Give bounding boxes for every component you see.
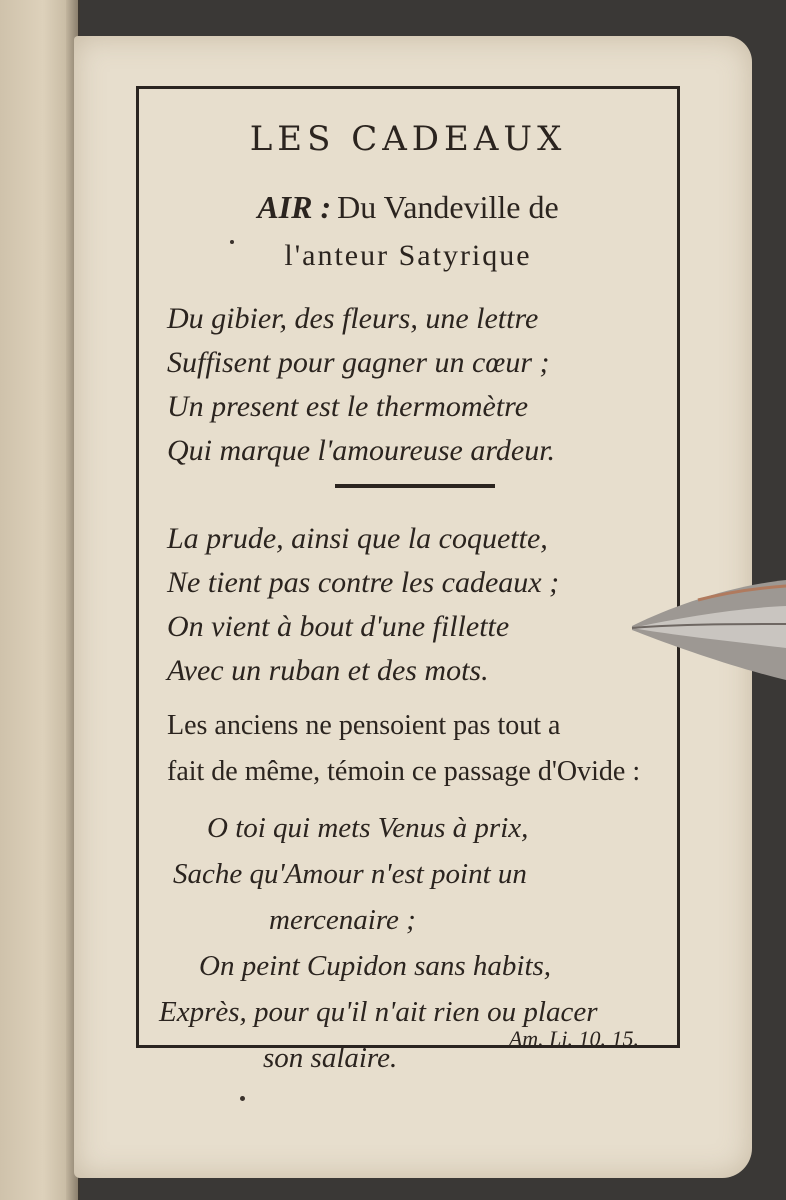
prose-paragraph xyxy=(167,703,667,795)
verse-1 xyxy=(167,297,661,473)
verse-line: La prude, ainsi que la coquette, xyxy=(167,522,548,555)
air-label: AIR : xyxy=(257,189,332,225)
quote-line: Sache qu'Amour n'est point un xyxy=(173,858,527,890)
citation: Am. Li. 10. 15. xyxy=(508,1026,639,1051)
verse-line: Avec un ruban et des mots. xyxy=(167,654,489,687)
quote-line: mercenaire ; xyxy=(269,904,416,936)
page-title: LES CADEAUX xyxy=(249,119,567,159)
air-line xyxy=(139,189,677,226)
verse-line: Qui marque l'amoureuse ardeur. xyxy=(167,434,556,467)
section-divider xyxy=(335,484,495,488)
air-text: Du Vandeville de xyxy=(337,189,559,225)
verse-line: Du gibier, des fleurs, une lettre xyxy=(167,302,539,335)
quote-line: O toi qui mets Venus à prix, xyxy=(207,812,529,844)
verse-line: Ne tient pas contre les cadeaux ; xyxy=(167,566,560,599)
quote-line: son salaire. xyxy=(263,1042,398,1074)
verse-line: Suffisent pour gagner un cœur ; xyxy=(167,346,550,379)
verse-line: On vient à bout d'une fillette xyxy=(167,610,510,643)
ink-speck xyxy=(230,240,234,244)
quote-line: On peint Cupidon sans habits, xyxy=(199,950,552,982)
prose-line: fait de même, témoin ce passage d'Ovide : xyxy=(167,756,641,787)
quote-line: Exprès, pour qu'il n'ait rien ou placer xyxy=(159,996,598,1028)
ink-speck xyxy=(240,1096,245,1101)
verse-line: Un present est le thermomètre xyxy=(167,390,529,423)
prose-line: Les anciens ne pensoient pas tout a xyxy=(167,710,561,741)
metal-pointer-tool xyxy=(628,578,786,682)
author-line: l'anteur Satyrique xyxy=(284,239,532,272)
verse-2 xyxy=(167,517,661,693)
text-frame xyxy=(136,86,680,1074)
